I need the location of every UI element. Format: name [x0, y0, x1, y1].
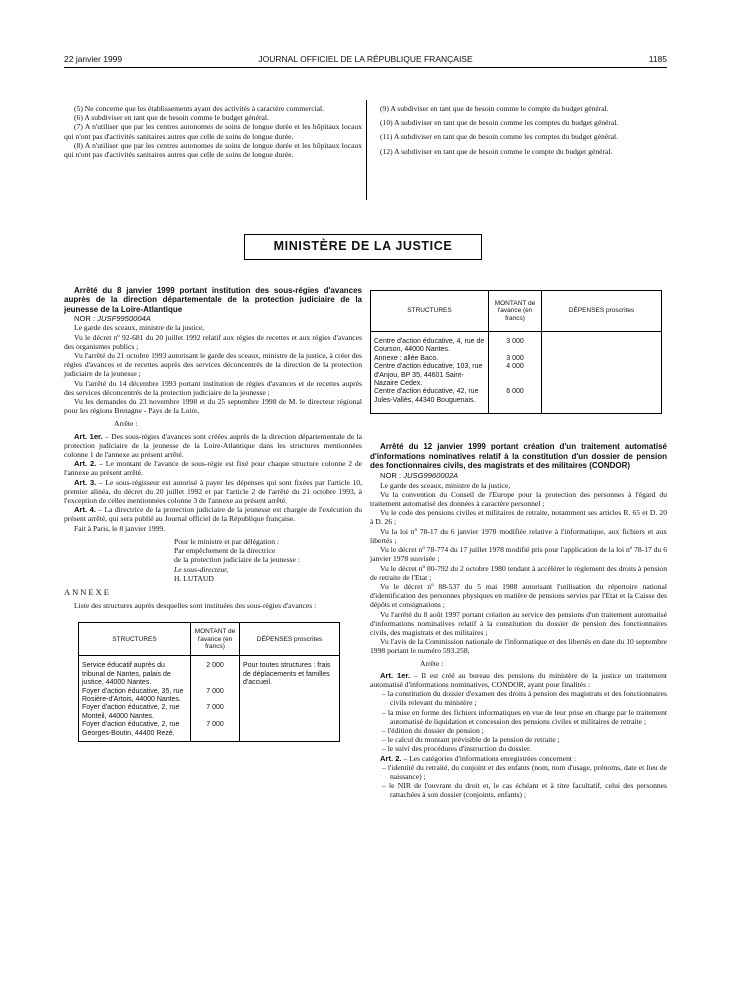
right-column — [370, 290, 667, 800]
paragraph: Vu le décret nº 78-774 du 17 juillet 1978 modifié pris pour l'application de la loi nº 78-17 du 6 janvier 1978 susvisée ; — [370, 545, 667, 564]
paragraph: Vu la convention du Conseil de l'Europe pour la protection des personnes à l'égard du traitement automatisé des données à caractère personnel ; — [370, 489, 667, 509]
footnotes-right — [370, 104, 667, 156]
footnote-6: (6) A subdiviser en tant que de besoin comme le budget général. — [74, 113, 269, 123]
article-text: – Il est créé au bureau des pensions du ministère de la justice un traitement automatisé d'informations nominatives, CONDOR, ayant pour finalités : — [370, 670, 667, 689]
annexe-heading: ANNEXE — [64, 586, 111, 597]
list-item: – la constitution du dossier d'examen des droits à pension des magistrats et des fonctionnaires civils relevant du ministère ; — [382, 689, 667, 708]
cell-structure: Service éducatif auprès du tribunal de Nantes, palais de justice, 44000 Nantes. — [79, 656, 191, 688]
article-text: – Le montant de l'avance de sous-régie est fixé pour chaque structure colonne 2 de l'annexe au présent arrêté. — [64, 459, 363, 478]
paragraph: Vu l'avis de la Commission nationale de l'informatique et des libertés en date du 10 septembre 1998 portant le numéro 593.258, — [370, 637, 667, 656]
signatory-name: H. LUTAUD — [174, 573, 214, 583]
cell-montant: 6 000 — [489, 388, 542, 413]
cell-structure: Foyer d'action éducative, 2, rue Monteil, 44000 Nantes. — [79, 704, 191, 721]
article — [64, 505, 362, 523]
article — [370, 754, 667, 763]
article-label: Art. 4. — [74, 505, 96, 515]
footnote-9: (9) A subdiviser en tant que de besoin comme le compte du budget général. — [380, 104, 609, 113]
footnote-11: (11) A subdiviser en tant que de besoin comme les comptes du budget général. — [380, 132, 619, 142]
table-row — [371, 388, 662, 413]
footnotes-left — [64, 104, 362, 159]
cell-montant: 4 000 — [489, 363, 542, 388]
nor-code: JUSF9950004A — [97, 314, 151, 324]
table-row — [79, 704, 340, 721]
article — [64, 459, 362, 477]
list-item: – l'identité du retraité, du conjoint et des enfants (nom, nom d'usage, prénoms, date et lieu de naissance) ; — [382, 762, 667, 781]
paragraph: Vu l'arrêté du 14 décembre 1993 portant institution de régies d'avances et de recettes auprès des services déconcentrés de la protection judiciaire de la jeunesse ; — [64, 378, 362, 397]
col-header-montant: MONTANT de l'avance (en francs) — [191, 623, 240, 656]
col-header-depenses: DÉPENSES proscrites — [542, 291, 662, 332]
article-label: Art. 1er. — [74, 431, 103, 441]
article-2-list — [370, 763, 667, 800]
article — [64, 432, 362, 460]
arrete-heading: Arrête : — [114, 419, 138, 429]
footnote-12: (12) A subdiviser en tant que de besoin comme le compte du budget général. — [380, 146, 613, 156]
list-item: – le calcul du montant prévisible de la pension de retraite ; — [382, 735, 560, 745]
cell-depenses — [542, 363, 662, 388]
signature-block — [164, 537, 362, 583]
cell-structure: Foyer d'action éducative, 35, rue Rosière-d'Artois, 44000 Nantes. — [79, 688, 191, 705]
cell-depenses: Pour toutes structures : frais de déplacements et familles d'accueil. — [240, 656, 340, 688]
list-item: – le NIR de l'ouvrant du droit et, le cas échéant et à titre facultatif, celui des personnes rattachées à son dossier (conjoints, enfants) ; — [382, 781, 667, 800]
column-divider — [366, 100, 367, 200]
paragraph: Vu le code des pensions civiles et militaires de retraite, notamment ses articles R. 65 et D. 20 à D. 26 ; — [370, 508, 667, 527]
article-label: Art. 3. — [74, 477, 97, 487]
cell-structure: Foyer d'action éducative, 2, rue Georges-Boutin, 44400 Rezé. — [79, 721, 191, 741]
cell-depenses — [542, 332, 662, 355]
col-header-depenses: DÉPENSES proscrites — [240, 623, 340, 656]
arrete-heading: Arrête : — [420, 658, 444, 668]
paragraph: Vu le décret nº 92-681 du 20 juillet 1992 relatif aux régies de recettes et aux régies d'avances des organismes publics ; — [64, 332, 362, 351]
paragraph: Vu le décret nº 80-792 du 2 octobre 1980 tendant à accélérer le règlement des droits à pension de retraite de l'Etat ; — [370, 563, 667, 582]
col-header-montant: MONTANT de l'avance (en francs) — [489, 291, 542, 332]
cell-montant: 3 000 — [489, 332, 542, 355]
signature-title: Le sous-directeur, — [174, 564, 229, 574]
cell-structure: Annexe : allée Baco. — [371, 355, 489, 363]
cell-montant: 3 000 — [489, 355, 542, 363]
table-row — [79, 656, 340, 688]
annexe-table-part-1 — [78, 622, 340, 742]
header-date: 22 janvier 1999 — [64, 54, 123, 64]
article-text: – La directrice de la protection judiciaire de la jeunesse est chargée de l'exécution du présent arrêté, qui sera publié au Journal officiel de la République française. — [64, 505, 362, 524]
cell-depenses — [542, 388, 662, 413]
arrete-2-title: Arrêté du 12 janvier 1999 portant création d'un traitement automatisé d'informations nominatives relatif à la constitution d'un dossier de pension des fonctionnaires civils, des magistrats et des militaires (CONDOR) — [370, 442, 667, 471]
cell-montant: 7 000 — [191, 721, 240, 741]
col-header-structures: STRUCTURES — [371, 291, 489, 332]
table-row — [79, 721, 340, 741]
arrete-1 — [64, 286, 362, 742]
article-label: Art. 2. — [74, 459, 97, 469]
paragraph: Vu le décret nº 88-537 du 5 mai 1988 autorisant l'utilisation du répertoire national d'identification des personnes physiques en matière de pensions servies par l'Etat et la Caisse des dépôts et consignations ; — [370, 581, 667, 610]
cell-depenses — [542, 355, 662, 363]
footnote-7: (7) A n'utiliser que par les centres autonomes de soins de longue durée et les hôpitaux locaux qui n'ont pas d'activités sanitaires autres que celle de soins de longue durée. — [64, 122, 362, 141]
table-row — [371, 363, 662, 388]
paragraph: Vu la loi nº 78-17 du 6 janvier 1978 modifiée relative à l'informatique, aux fichiers et aux libertés ; — [370, 526, 667, 545]
signature-line: de la protection judiciaire de la jeunesse : — [174, 555, 300, 565]
list-item: – l'édition du dossier de pension ; — [382, 725, 484, 735]
article — [370, 671, 667, 689]
table-row — [371, 355, 662, 363]
table-row — [79, 688, 340, 705]
cell-structure: Centre d'action éducative, 103, rue d'Anjou, BP 35, 44601 Saint-Nazaire Cedex. — [371, 363, 489, 388]
table-header-row — [371, 291, 662, 332]
article-text: – Des sous-régies d'avances sont créées auprès de la direction départementale de la protection judiciaire de la jeunesse de la Loire-Atlantique dans les structures mentionnées colonne 1 de l'annexe au présent arrêté. — [64, 431, 362, 460]
list-item: – le suivi des procédures d'instruction du dossier. — [382, 744, 532, 754]
list-item: – la mise en forme des fichiers informatiques en vue de leur prise en charge par le traitement automatisé de liquidation et concession des pensions civiles et militaires de retraite ; — [382, 707, 667, 726]
cell-depenses — [240, 721, 340, 741]
article-label: Art. 2. — [380, 753, 402, 763]
ministry-heading: MINISTÈRE DE LA JUSTICE — [244, 234, 482, 260]
cell-depenses — [240, 688, 340, 705]
paragraph: Le garde des sceaux, ministre de la justice, — [380, 480, 511, 490]
article-text: – Les catégories d'informations enregistrées concernent : — [401, 753, 577, 763]
header-journal: JOURNAL OFFICIEL DE LA RÉPUBLIQUE FRANÇAISE — [258, 54, 473, 64]
table-header-row — [79, 623, 340, 656]
paragraph: Vu l'arrêté du 8 août 1997 portant création au service des pensions d'un traitement automatisé d'informations nominatives relatif à la constitution du dossier de pension des fonctionnaires civils, des magistrats et des militaires ; — [370, 609, 667, 637]
footnote-5: (5) Ne concerne que les établissements ayant des activités à caractère commercial. — [74, 104, 325, 113]
paragraph: Le garde des sceaux, ministre de la justice, — [74, 323, 205, 333]
cell-depenses — [240, 704, 340, 721]
footnote-8: (8) A n'utiliser que par les centres autonomes de soins de longue durée et les hôpitaux locaux qui n'ont pas d'activités sanitaires autres que celle de soins de longue durée. — [64, 140, 362, 160]
nor-label: NOR : — [74, 314, 96, 324]
col-header-structures: STRUCTURES — [79, 623, 191, 656]
header-page-number: 1185 — [648, 54, 667, 64]
running-header — [64, 54, 667, 68]
cell-structure: Centre d'action éducative, 4, rue de Courson, 44000 Nantes. — [371, 332, 489, 355]
cell-montant: 7 000 — [191, 704, 240, 721]
cell-montant: 2 000 — [191, 656, 240, 688]
header-rule — [64, 67, 667, 68]
paragraph: Vu les demandes du 23 novembre 1998 et du 25 septembre 1998 de M. le directeur régional pour les régions Bretagne - Pays de la Loire, — [64, 397, 362, 416]
annexe-table-part-2 — [370, 290, 662, 414]
article-label: Art. 1er. — [380, 670, 411, 680]
arrete-2-nor — [370, 471, 667, 480]
article-1-list — [370, 689, 667, 753]
paragraph: Vu l'arrêté du 21 octobre 1993 autorisant le garde des sceaux, ministre de la justice, à créer des régies d'avances et de recettes auprès des services déconcentrés de la direction de la protection judiciaire de la jeunesse ; — [64, 351, 362, 379]
done-at: Fait à Paris, le 8 janvier 1999. — [74, 523, 166, 533]
cell-montant: 7 000 — [191, 688, 240, 705]
signature-line: Pour le ministre et par délégation : — [174, 536, 280, 546]
table-row — [371, 332, 662, 355]
nor-label: NOR : — [380, 471, 402, 481]
arrete-2 — [370, 442, 667, 799]
cell-structure: Centre d'action éducative, 42, rue Jules-Vallès, 44340 Bouguenais. — [371, 388, 489, 413]
footnote-10: (10) A subdiviser en tant que de besoin comme les comptes du budget général. — [380, 118, 619, 128]
article-text: – Le sous-régisseur est autorisé à payer les dépenses qui sont fixées par l'article 10, premier alinéa, du décret du 20 juillet 1992 et par l'article 2 de l'arrêté du 21 octobre 1993, à l'exception de celles mentionnées colonne 3 de l'annexe au présent arrêté. — [64, 477, 362, 506]
article — [64, 478, 362, 506]
nor-code: JUSG9960002A — [403, 471, 459, 481]
arrete-1-title: Arrêté du 8 janvier 1999 portant institution des sous-régies d'avances auprès de la direction départementale de la protection judiciaire de la jeunesse de la Loire-Atlantique — [64, 286, 362, 314]
arrete-1-nor — [64, 314, 362, 323]
annexe-intro: Liste des structures auprès desquelles sont instituées des sous-régies d'avances : — [74, 601, 317, 611]
signature-line: Par empêchement de la directrice — [174, 546, 276, 556]
